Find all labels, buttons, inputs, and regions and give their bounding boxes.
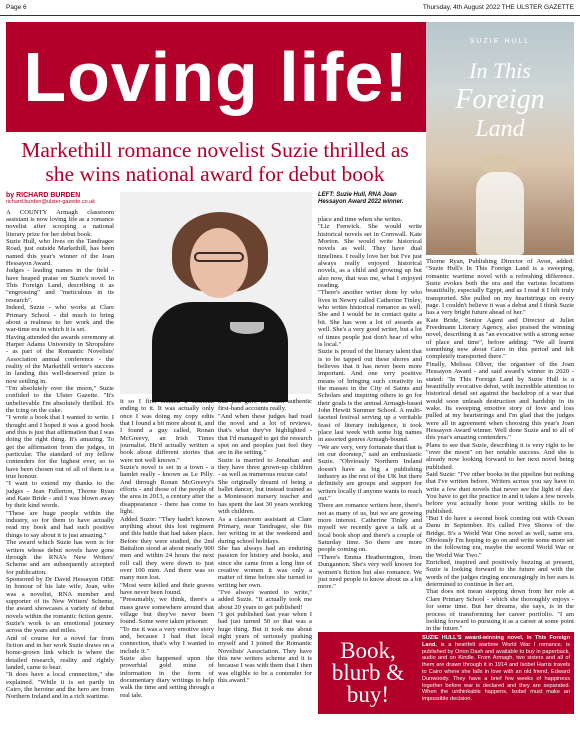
- paragraph: The award which Suzie has won is for writers whose debut novels have gone through the RNA's New Writers' Scheme and are subsequently accepted for publication.: [6, 539, 114, 576]
- cover-title-line-2: Foreign: [455, 84, 545, 115]
- paragraph: Suzie is married to Jonathan and they have three grown-up children - as well as numerous rescue cats!: [218, 456, 312, 479]
- paragraph: Suzie is proud of the literary talent that is to be tapped out these shores and believes that it has never been more important. And one very positive means of bringing such creativity in the masses in the City of Saints and Scholars and inspiring others to go for their goals is the annual Armagh-based John Hewitt Summer School. A multi-faceted festival serving up a veritable feast of literary indulgence, it took place last week with some big names in assorted genres Armagh-bound.: [318, 348, 422, 444]
- paragraph: that just gave me such authentic first-hand accounts really.: [218, 398, 312, 413]
- page-header: [0, 0, 580, 16]
- paragraph: "We are very, very fortunate that that is on our doorstep," said an enthusiastic Suzie. "Obviously Northern Ireland doesn't have as big a publishing industry as the rest of the UK but there definitely are groups and support for writers locally if anyone wants to reach out.": [318, 443, 422, 503]
- page-number: Page 6: [6, 4, 27, 11]
- paragraph: Indeed, Suzie - who works at Clare Primary School - did much to bring about a realness to her work and the war-time era in which it is set.: [6, 304, 114, 334]
- paragraph: "Most were killed and their graves have never been found.: [120, 581, 214, 596]
- paragraph: Suzie's novel is set in a town - a hamlet really - known as Le Pilly. And through Ronan McGreevy's efforts - and those of the people of the area in 2013, a century after the disappearance - there has come to light.: [120, 464, 214, 516]
- cover-title-line-3: Land: [475, 116, 525, 142]
- headline-banner: [6, 22, 426, 132]
- book-cover-image: [426, 22, 574, 255]
- photo-face: [190, 228, 248, 298]
- paragraph: "I've always wanted to write," added Suzie. "It actually took me about 20 years to get published!: [218, 588, 312, 611]
- paragraph: Suzie also happened upon the proverbial gold mine of information in the form of documentary diary writings to help walk the time and setting through a real tale.: [120, 655, 214, 699]
- article-column-2: [120, 398, 214, 714]
- paragraph: Judges - leading names in the field - have heaped praise on Suzie's novel In This Foreign Land, describing it as "engrossing" and "meticulous in its research".: [6, 267, 114, 304]
- paragraph: "And when these judges had read the novel and a lot of reviews, that's what they've highlighted - that I'd managed to get the research spot on and peoples just feel they are in the setting.": [218, 412, 312, 457]
- paragraph: "To me it was a very emotive story and, because I had that local connection, that's why I wanted to include it.": [120, 625, 214, 655]
- column-2-paragraphs: [120, 398, 214, 699]
- article-column-1: [6, 192, 114, 714]
- article-column-5: [426, 258, 574, 633]
- byline: by RICHARD BURDEN: [6, 192, 81, 199]
- paragraph: Said Suzie: "I've other books in the pipeline but nothing that I've written before. Writers across you say have to write a few duet novels that never see the light of day. You have to get the practice in and it takes a few novels before you actually hone your writing skills to be published.: [426, 470, 574, 515]
- cover-title-line-1: In This: [469, 58, 531, 83]
- photo-caption: LEFT: Suzie Hull, RNA Joan Hessayon Award 2022 winner.: [318, 192, 404, 205]
- paragraph: "There's another writer done by who lives in Newry called Catherine Tinley, who writes historical romance as well. She and I would be in contact quite a bit. She has won a lot of awards as well. She's a very good writer, but a lot of times people just don't hear of who is local.": [318, 289, 422, 348]
- paragraph: There are romance writers here, there's not as many of us, but we are growing more interest. Catherine Tinley and myself we recently gave a talk at a local book shop and there's a couple of Saturday time. So there are more people coming on.: [318, 502, 422, 554]
- photo-glasses: [194, 252, 244, 262]
- paragraph: "There's Emma Heatherington, from Dungannon. She's very well known for women's fiction but also romance. We just need people to know about us a bit more.": [318, 553, 422, 591]
- cover-author: SUZIE HULL: [469, 38, 531, 45]
- book-promo-panel: [318, 632, 574, 714]
- paragraph: Suzie Hull, who lives on the Tandragee Road, just outside Markethill, has been named this year's winner of the Joan Hessayon Award.: [6, 238, 114, 268]
- column-4-paragraphs: [318, 216, 422, 591]
- paragraph: Suzie's work is an emotional journey across the years and miles.: [6, 619, 114, 635]
- article-column-3: [218, 398, 312, 714]
- paragraph: Finally, Melissa Oliver, the organiser of the Joan Hessayon Award - and said award's winner in 2020 - stated: "In This Foreign Land by Suzie Hull is a beautifully evocative debut, with incredible attention to historical detail set against the backdrop of a war that would soon unleash destruction and hardship in its wake. Its sweeping emotive story of love and loss pulled at my heartstrings and I'm glad that the judges were all in agreement when choosing this year's Joan Hessayon Award winner. Well done Suzie and to all of this year's amazing contenders.": [426, 360, 574, 442]
- headline-text: Loving life!: [23, 38, 409, 116]
- paragraph: "I want to extend my thanks to the judges - Jean Fullerton, Thorne Ryan and Kate Bride - and I was blown away by their kind words.: [6, 480, 114, 510]
- paragraph: "These are huge people within the industry, so for them to have actually read my book and had such positive things to say about it is just amazing.": [6, 509, 114, 539]
- paragraph: "But I do have a second book coming out with Ocean Danu in September. It's called Five Shores of the Bridge. It's a World War One novel as well, same era. Obviously I'm hoping to go on and write some more set in the following era, maybe the second World War or the World War Two.": [426, 515, 574, 559]
- subheadline: Markethill romance novelist Suzie thrilled as she wins national award for debut book: [21, 138, 409, 186]
- paragraph: And of course for a novel far from fiction and in her work Suzie draws on a home-grown link which is where the detailed research, reality and rightly landed, came to bear.: [6, 634, 114, 671]
- author-email[interactable]: richard.burden@ulster-gazette.co.uk: [6, 199, 96, 206]
- paragraph: Sponsored by Dr David Hessayon OBE in honour of his late wife, Joan, who was a novelist, RNA member and supporter of its New Writers' Scheme, the award showcases a variety of debut novels within the romantic fiction genre.: [6, 575, 114, 620]
- paragraph: place and time when she writes.: [318, 216, 403, 223]
- paragraph: Plans to see that Suzie, describing it is very right to be "over the moon" on her notable success. And she is already now looking forward to her next novel being published.: [426, 441, 574, 471]
- paragraph: Kate Bride, Senior Agent and Director at Juliet Freedmann Literary Agency, also praised the winning novel, describing it as "an evocative with a strong sense of place and time", before adding: "We all learnt something new about Cairo in this period and felt completely transported there.": [426, 316, 574, 361]
- promo-lead: SUZIE HULL'S award-winning novel, In This Foreign Land,: [422, 635, 570, 648]
- paragraph: Enriched, inspired and positively buzzing at present, Suzie is looking forward to the future and with the words of the judges ringing encouragingly in her ears is determined to continue in her art.: [426, 559, 574, 589]
- column-5-paragraphs: [426, 258, 574, 633]
- paragraph: "I got published last year when I had just turned 50 so that was a huge thing. But it took me about eight years of seriously pushing myself and I joined the Romantic Novelists' Association. They have this new writers scheme and it is because I was with them that I then was eligible to be a contender for this award.": [218, 610, 312, 685]
- paragraph: She originally dreamt of being a ballet dancer, but instead trained as a Montessori nursery teacher and has spent the last 30 years working with children.: [218, 478, 312, 516]
- paragraph: "Liz Fenwick. She would write historical novels set in Cornwall. Kate Morton. She would write historical novels as well. They have dual timelines. I really love her but I've just always really enjoyed historical novels, as a child and growing up but also now, that was me, what I enjoyed reading.: [318, 223, 422, 290]
- paragraph: That does not mean stepping down from her role at Clare Primary School - which she thoroughly enjoys - for some time. But her dreams, she says, is in the process of transforming her career portfolio. "I am looking forward to pursuing it as a career at some point in the future.": [426, 588, 574, 633]
- paragraph: As a classroom assistant at Clare Primary, near Tandragee, she fits her writing in at the weekend and during school holidays.: [218, 515, 312, 545]
- paragraph: "Presumably, we think, there's a mass grave somewhere around that village but they've never been found. Some were taken prisoner.: [120, 596, 214, 626]
- paragraph: Having attended the awards ceremony at Harper Adams University in Shropshire - as part of the Romantic Novelists' Association annual conference - the reality of the Markethill writer's success in landing this well-deserved prize is now settling in.: [6, 333, 114, 385]
- cover-figure: [476, 172, 524, 255]
- column-3-paragraphs: [218, 398, 312, 684]
- promo-title-box: Book, blurb & buy!: [318, 632, 418, 714]
- photo-award-bowl: [230, 322, 264, 334]
- paragraph: "It does have a local connection," she explained. "While it is set partly in Cairo, the heroine and the hero are from Northern Ireland and in a rich wartime.: [6, 671, 114, 701]
- paragraph: "I wrote a book that I wanted to write. I thought and I hoped it was a good book and this is just that affirmation that I was doing the right thing. It's amazing. To get the affirmation from the judges, in particular. The standard of my fellow contenders for the highest ever, so to have been chosen out of all of them is a true honour.: [6, 414, 114, 481]
- promo-text: [418, 632, 574, 714]
- paragraph: A COUNTY Armagh classroom assistant is now loving life as a romance novelist after scooping a national literary prize for her debut book.: [6, 208, 114, 238]
- author-photo: [120, 192, 312, 394]
- promo-body: is a heartfelt wartime World War I romance, is published by Orion Dash and available to buy in paperback, audio and on Kindle. From Armagh, two sisters and all of them are drawn through it in 1914 and Isobel Harris travels to Cairo where she falls in love with an old friend, Edward Dunwoody. They have a brief few weeks of happiness together before war is declared and they are separated. When the unthinkable happens, Isobel must make an impossible decision.: [422, 641, 570, 703]
- photo-dress: [152, 302, 288, 402]
- column-1-paragraphs: [6, 209, 114, 701]
- paragraph: Thorne Ryan, Publishing Director of Avon, added: "Suzie Hull's In This Foreign Land is a sweeping, romantic wartime novel with a refreshing difference. Suzie evokes both the era and the various locations beautifully, especially Egypt, and as I read it I felt truly transported. She pulled on my heartstrings on every page. I couldn't believe it was a debut and I think Suzie has a very bright future ahead of her.": [426, 258, 574, 317]
- paragraph: it so I first created a fictional ending to it. It was actually only once I was doing my copy edits that I found a bit more about it, and I found a guy called, Ronan McGreevy, an Irish Times journalist. He'd actually written a book about different stories that were not well known.": [120, 398, 214, 464]
- paragraph: Added Suzie: "They hadn't known anything about this lost regiment and this battle that had taken place. Before they were studied, the 2nd Battalion stood at about nearly 900 men and within 24 hours the next roll call they were down to just over 100 men. And there was so many men lost.: [120, 515, 214, 582]
- issue-line: Thursday, 4th August 2022 THE ULSTER GAZETTE: [422, 4, 574, 11]
- paragraph: "I'm absolutely over the moon," Suzie confided to the Ulster Gazette. "It's unbelievable I'm absolutely thrilled. It's the icing on the cake.: [6, 384, 114, 414]
- paragraph: She has always had an enduring passion for history and books, and since she came from a long line of creative women it was only a matter of time before she turned to writing her own.: [218, 544, 312, 589]
